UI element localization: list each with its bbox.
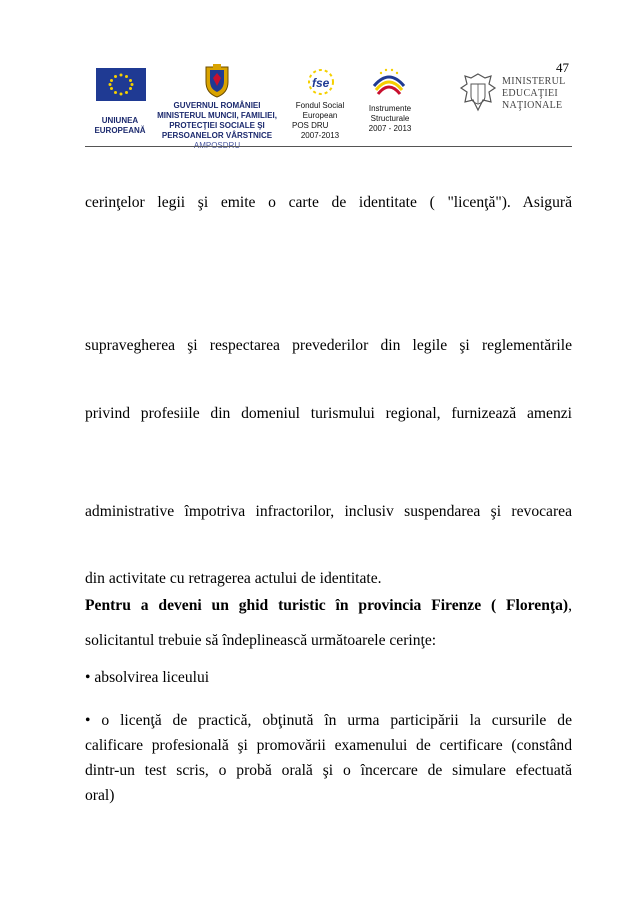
ministry-education-crest-logo bbox=[459, 72, 497, 112]
section-heading-tail: , bbox=[568, 597, 572, 614]
government-label: GUVERNUL ROMÂNIEI MINISTERUL MUNCII, FAMILIEI, PROTECŢIEI SOCIALE ŞI PERSOANELOR VÂRSTNICE bbox=[157, 101, 277, 140]
header-divider bbox=[85, 146, 572, 147]
svg-text:fse: fse bbox=[312, 76, 330, 90]
page-number: 47 bbox=[556, 60, 569, 75]
fse-label: Fondul Social European POS DRU 2007-2013 bbox=[292, 101, 345, 140]
body-line: cerinţelor legii şi emite o carte de identitate ( "licenţă"). Asigură bbox=[85, 194, 572, 211]
bullet-line: dintr-un test scris, o probă orală şi o încercare de simulare efectuată bbox=[85, 762, 572, 779]
body-line: privind profesiile din domeniul turismului regional, furnizează amenzi bbox=[85, 405, 572, 422]
eu-flag-logo bbox=[96, 68, 146, 101]
bullet-line: oral) bbox=[85, 787, 115, 804]
romania-coat-of-arms-logo bbox=[203, 64, 231, 98]
section-heading bbox=[85, 596, 572, 616]
bullet-item-multiline bbox=[85, 708, 572, 808]
page-header bbox=[0, 0, 638, 150]
ministry-education-label: MINISTERUL EDUCAŢIEI NAŢIONALE bbox=[502, 76, 566, 111]
fse-logo bbox=[303, 68, 339, 96]
bullet-item: • absolvirea liceului bbox=[85, 669, 210, 686]
bullet-line: • o licenţă de practică, obţinută în urma participării la cursurile de bbox=[85, 712, 572, 729]
body-line: supravegherea şi respectarea prevederilor din legile şi reglementările bbox=[85, 337, 572, 354]
body-line: din activitate cu retragerea actului de identitate. bbox=[85, 570, 382, 587]
instrumente-structurale-logo bbox=[370, 66, 408, 100]
section-heading-bold: Pentru a deveni un ghid turistic în provincia Firenze ( Florenţa) bbox=[85, 597, 569, 614]
eu-label: UNIUNEA EUROPEANĂ bbox=[94, 116, 146, 135]
bullet-line: calificare profesională şi promovării examenului de certificare (constând bbox=[85, 737, 572, 754]
body-line: solicitantul trebuie să îndeplinească următoarele cerinţe: bbox=[85, 632, 437, 649]
instrumente-structurale-label: Instrumente Structurale 2007 - 2013 bbox=[368, 104, 412, 133]
body-line: administrative împotriva infractorilor, inclusiv suspendarea şi revocarea bbox=[85, 503, 572, 520]
